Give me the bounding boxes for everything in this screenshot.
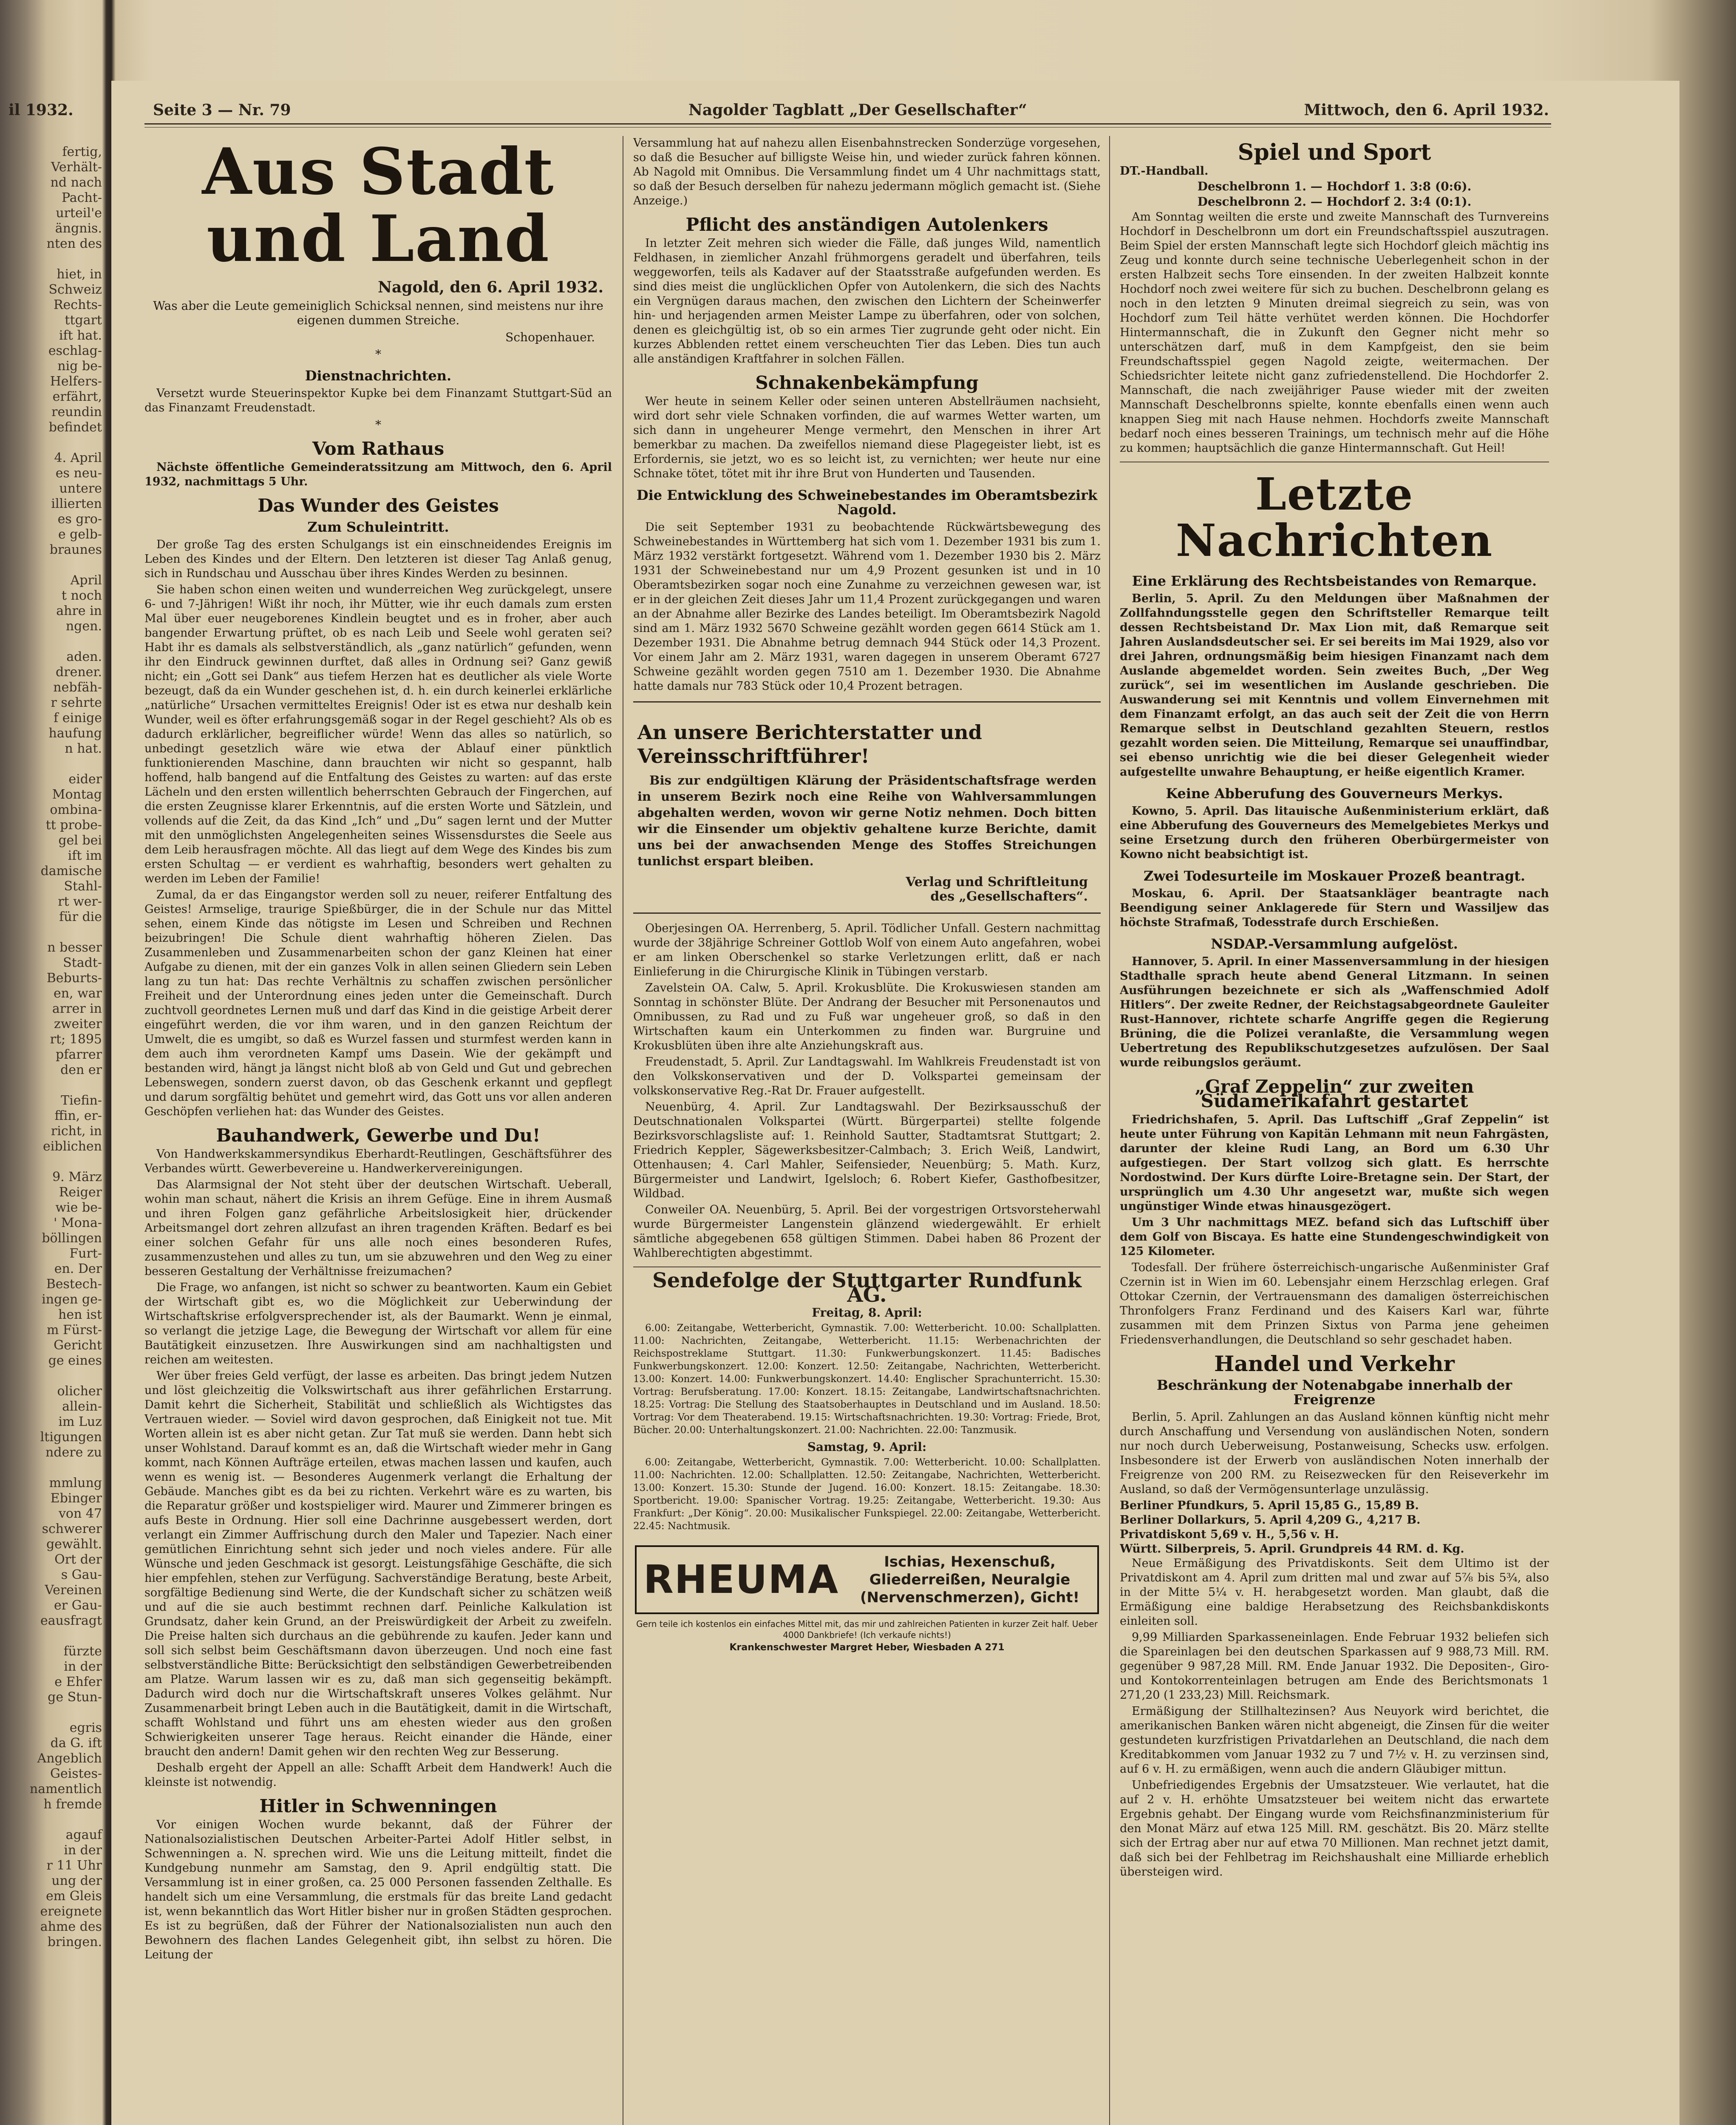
hitler-continuation: Versammlung hat auf nahezu allen Eisenbahnstrecken Sonderzüge vorgesehen, so daß die Besucher auf billigste Weise hin, und wieder zurück fahren können. Ab Nagold mit Omnibus. Die Versammlung findet um 4 Uhr nachmittags statt, so daß der Besuch derselben für nahezu jedermann möglich gemacht ist. (Siehe Anzeige.): [633, 136, 1101, 207]
prev-page-fragment: ahre in: [56, 604, 102, 618]
prev-page-fragment: ängnis.: [55, 221, 102, 236]
prev-page-fragment: untere: [59, 481, 102, 496]
handel-heading: Handel und Verkehr: [1214, 1351, 1455, 1377]
prev-page-fragment: pfarrer: [56, 1047, 102, 1062]
prev-page-fragment: hen ist: [58, 1307, 102, 1322]
radio-program: [633, 1269, 1101, 1533]
prev-page-fragment: hiet, in: [57, 267, 102, 282]
column-3: [1120, 136, 1549, 2125]
rheuma-ad-line-1: Ischias, Hexenschuß,: [884, 1553, 1056, 1570]
news-zavelstein: Zavelstein OA. Calw, 5. April. Krokusblüte. Die Krokuswiesen standen am Sonntag in schönster Blüte. Der Andrang der Besucher mit Personenautos und Omnibussen, zu Rad und zu Fuß war ungeheuer groß, so daß in den Wirtschaften kaum ein Unterkommen zu finden war. Burgruine und Krokusblüten üben ihre alte Anziehungskraft aus.: [633, 981, 1101, 1052]
rheuma-ad-title: RHEUMA: [643, 1557, 839, 1602]
remarque-heading: Eine Erklärung des Rechtsbeistandes von Remarque.: [1132, 573, 1537, 589]
autolenker-heading: Pflicht des anständigen Autolenkers: [685, 214, 1048, 235]
prev-page-fragment: ingen ge-: [42, 1292, 102, 1307]
dateline: Nagold, den 6. April 1932.: [378, 278, 603, 296]
handel-text-2: Neue Ermäßigung des Privatdiskonts. Seit dem Ultimo ist der Privatdiskont am 4. April zum dritten mal und zwar auf 5⅞ bis 5¾, also in der Mitte 5¼ v. H. herabgesetzt worden. Man glaubt, daß die Ermäßigung eine baldige Herabsetzung des Reichsbankdiskonts einleiten soll.: [1120, 1557, 1549, 1628]
rathaus-text: Nächste öffentliche Gemeinderatssitzung am Mittwoch, den 6. April 1932, nachmittags 5 Uhr.: [144, 461, 612, 488]
rheuma-ad-body: Gern teile ich kostenlos ein einfaches Mittel mit, das mir und zahlreichen Patienten in kurzer Zeit half. Ueber 4000 Dankbriefe! (Ich verkaufe nichts!): [636, 1619, 1098, 1640]
prev-page-fragment: s Gau-: [61, 1567, 102, 1582]
bauhandwerk-heading: Bauhandwerk, Gewerbe und Du!: [216, 1125, 541, 1146]
schweinebestand-text: Die seit September 1931 zu beobachtende Rückwärtsbewegung des Schweinebestandes in Württemberg hat sich vom 1. Dezember 1931 bis zum 1. März 1932 verstärkt fortgesetzt. Während vom 1. Dezember 1930 bis 2. März 1931 der Schweinebestand nur um 4,9 Prozent gesunken ist und in 10 Oberamtsbezirken sogar noch eine Zunahme zu verzeichnen gewesen war, ist er in der gleichen Zeit dieses Jahr um 11,4 Prozent zurückgegangen und waren an der Abnahme aller Bezirke des Landes beteiligt. Im Oberamtsbezirk Nagold sind am 1. März 1932 5670 Schweine gezählt worden gegen 6614 Stück am 1. Dezember 1931. Die Abnahme betrug demnach 944 Stück oder 14,3 Prozent. Vor einem Jahr am 2. März 1931, waren dagegen in unserem Oberamt 6727 Schweine gezählt worden gegen 7510 am 1. Dezember 1930. Die Abnahme hatte damals nur 783 Stück oder 10,4 Prozent betragen.: [633, 521, 1101, 693]
prev-page-fragment: 4. April: [54, 450, 102, 465]
schnaken-heading: Schnakenbekämpfung: [755, 372, 979, 393]
previous-page-edge: [0, 81, 106, 2125]
prev-page-fragment: reundin: [51, 405, 102, 419]
prev-page-fragment: n besser: [47, 940, 102, 955]
news-freudenstadt: Freudenstadt, 5. April. Zur Landtagswahl. Im Wahlkreis Freudenstadt ist von den Volkskonservativen und der D. Volkspartei gemeinsam der volkskonservative Reg.-Rat Dr. Frauer aufgestellt.: [633, 1055, 1101, 1097]
prev-page-fragment: Beburts-: [46, 971, 102, 986]
schweinebestand-heading: Die Entwicklung des Schweinebestandes im Oberamtsbezirk Nagold.: [636, 487, 1098, 518]
radio-friday-heading: Freitag, 8. April:: [812, 1306, 922, 1320]
moskau-heading: Zwei Todesurteile im Moskauer Prozeß beantragt.: [1144, 868, 1525, 884]
nsdap-heading: NSDAP.-Versammlung aufgelöst.: [1211, 936, 1458, 952]
dienstnachrichten-text: Versetzt wurde Steuerinspektor Kupke bei dem Finanzamt Stuttgart-Süd an das Finanzamt Freudenstadt.: [144, 387, 612, 414]
prev-page-fragment: gewählt.: [46, 1537, 102, 1552]
prev-page-fragment: schwerer: [42, 1522, 102, 1536]
prev-page-fragment: m Fürst-: [46, 1323, 102, 1337]
handel-text-4: Ermäßigung der Stillhaltezinsen? Aus Neuyork wird berichtet, die amerikanischen Banken wären nicht abgeneigt, die Zinsen für die weiter gestundeten kurzfristigen Privatdarlehen an Deutschland, die nach dem Kreditabkommen vom Januar 1932 zu 7 und 7½ v. H. zu verzinsen sind, auf 6 v. H. zu ermäßigen, wenn auch die andern Gläubiger mittun.: [1120, 1705, 1549, 1776]
bauhandwerk-paragraph-3: Die Frage, wo anfangen, ist nicht so schwer zu beantworten. Kaum ein Gebiet der Wirtschaft gibt es, wo die Möglichkeit zur Ueberwindung der Wirtschaftskrise erfolgversprechender ist, als der Baumarkt. Wenn je einmal, so verlangt die jetzige Lage, die Bewegung der Wirtschaft vor allem für eine Bautätigkeit einzusetzen. Ihre Auswirkungen sind am nachhaltigsten und reichen am weitesten.: [144, 1281, 612, 1366]
news-oberjesingen: Oberjesingen OA. Herrenberg, 5. April. Tödlicher Unfall. Gestern nachmittag wurde der 38jährige Schreiner Gottlob Wolf von einem Auto angefahren, wobei er am linken Oberschenkel so starke Verletzungen erlitt, daß er nach Einlieferung in die Chirurgische Klinik in Tübingen verstarb.: [633, 922, 1101, 978]
prev-page-fragment: Tiefin-: [61, 1093, 102, 1108]
prev-page-fragment: nten des: [46, 236, 102, 251]
prev-page-fragment: mmlung: [49, 1476, 102, 1490]
prev-page-fragment: ffin, er-: [54, 1108, 102, 1123]
merkys-heading: Keine Abberufung des Gouverneurs Merkys.: [1166, 785, 1503, 802]
prev-page-fragment: Helfers-: [50, 374, 102, 389]
prev-page-fragment: gel bei: [58, 833, 102, 848]
hitler-paragraph: Vor einigen Wochen wurde bekannt, daß der Führer der Nationalsozialistischen Deutschen Arbeiter-Partei Adolf Hitler selbst, in Schwenningen a. N. sprechen wird. Wie uns die Leitung mitteilt, findet die Kundgebung nunmehr am Samstag, den 9. April endgültig statt. Die Versammlung ist in einer großen, ca. 25 000 Personen fassenden Zelthalle. Es handelt sich um eine Versammlung, die erstmals für das breite Land gedacht ist, wenn bekanntlich das Wort Hitler bisher nur in großen Städten gesprochen. Es ist zu begrüßen, daß der Führer der Nationalsozialisten nun auch den Bewohnern des flachen Landes Gelegenheit gibt, ihn selbst zu hören. Die Leitung der: [144, 1818, 612, 1961]
privatdiskont: Privatdiskont 5,69 v. H., 5,56 v. H.: [1120, 1528, 1339, 1541]
prev-page-fragment: t noch: [61, 588, 102, 603]
wunder-paragraph-3: Zumal, da er das Eingangstor werden soll zu neuer, reiferer Entfaltung des Geistes! Armselige, traurige Spießbürger, die in der Schule nur das Mittel sehen, einem Kinde das nötigste im Lesen und Schreiben und Rechnen beizubringen! Die Schule dient wahrhaftig höheren Zielen. Das Zusammenleben und Zusammenarbeiten schon der ganz Kleinen hat einer Aufgabe zu dienen, mit der ein ganzes Volk in allen seinen Gliedern sein Leben lang zu tun hat: Das rechte Verhältnis zu schaffen zwischen persönlicher Freiheit und der Unterordnung eines jeden unter die Gemeinschaft. Durch zuchtvoll geordnetes Lernen muß und darf das Kind in die geistige Arbeit derer eingeführt werden, die vor ihm waren, und in den ganzen Reichtum der Umwelt, die es umgibt, so daß es Wurzel fassen und sturmfest werden kann in dem auch ihm verordneten Kampf ums Dasein. Wie der gekämpft und bestanden wird, hängt ja längst nicht bloß ab von Geld und Gut und gebrechen Lebenswegen, sondern zuerst davon, ob das Geschenk erkannt und gepflegt und darum sorgfältig behütet und gemehrt wird, das Gott uns vor allen anderen Geschöpfen verliehen hat: das Wunder des Geistes.: [144, 888, 612, 1118]
header-rule: [144, 123, 1551, 128]
remarque-text: Berlin, 5. April. Zu den Meldungen über Maßnahmen der Zollfahndungsstelle gegen den Schriftsteller Remarque teilt dessen Rechtsbeistand Dr. Max Lion mit, daß Remarque seit Jahren Auslandsdeutscher sei. Er sei bereits im Mai 1929, also vor drei Jahren, ordnungsmäßig beim hiesigen Finanzamt nach dem Auslande abgemeldet worden. Sein zweites Buch, „Der Weg zurück“, sei im wesentlichen im Auslande geschrieben. Die Auswanderung sei mit Kenntnis und vollem Einvernehmen mit dem Finanzamt erfolgt, an das auch seit der Zeit die von Herrn Remarque selbst in Deutschland gezahlten Steuern, restlos gezahlt worden seien. Die Mitteilung, Remarque sei unauffindbar, sei ebenso unrichtig wie die bei dieser Gelegenheit wieder aufgestellte unwahre Behauptung, er heiße eigentlich Kramer.: [1120, 592, 1549, 779]
radio-heading: Sendefolge der Stuttgarter Rundfunk AG.: [652, 1269, 1082, 1307]
wunder-paragraph-1: Der große Tag des ersten Schulgangs ist ein einschneidendes Ereignis im Leben des Kindes und der Eltern. Den letzteren ist dieser Tag Anlaß genug, sich in Rundschau und Ausschau über ihres Kindes Werden zu besinnen.: [144, 538, 612, 580]
wunder-paragraph-2: Sie haben schon einen weiten und wunderreichen Weg zurückgelegt, unsere 6- und 7-Jährigen! Wißt ihr noch, ihr Mütter, wie ihr euch damals zum ersten Mal über euer neugeborenes Kindlein beugtet und es in froher, aber auch bangender Erwartung prüftet, ob es nach Leib und Seele wohl geraten sei? Habt ihr es damals als selbstverständlich, als „ganz natürlich“ gefunden, wenn ihr den Eindruck gewinnen durftet, daß alles in Ordnung sei? Ganz gewiß nicht; ein „Gott sei Dank“ aus tiefem Herzen hat es deutlicher als viele Worte bezeugt, daß da ein Wunder geschehen ist, d. h. ein durch keinerlei erklärliche „natürliche“ Ursachen vermitteltes Ereignis! Oder ist es etwa nur deshalb kein Wunder, weil es öfter erfahrungsgemäß sogar in der Regel geschieht? Als ob es dadurch erklärlicher, begreiflicher würde! Wenn das alles so natürlich, so unbedingt gesetzlich wäre wie etwa der Ablauf einer pünktlich funktionierenden Maschine, dann brauchten wir nicht so gespannt, halb hoffend, halb bangend auf die Entfaltung des Geistes zu warten: auf das erste Lächeln und den ersten willentlich beherrschten Gebrauch der Fingerchen, auf die ersten Zeugnisse klarer Erkenntnis, auf die ersten Worte und Sätzlein, und vollends auf die Zeit, da das Kind „Ich“ und „Du“ sagen lernt und der Mutter mit den unmöglichsten Angelegenheiten seines Wissensdurstes die Seele aus dem Leib herausfragen möchte. All das liegt auf dem Wege des Kindes bis zum ersten Schultag — er verdient es wahrhaftig, besonders wert gehalten zu werden im Leben der Familie!: [144, 583, 612, 885]
autolenker-text: In letzter Zeit mehren sich wieder die Fälle, daß junges Wild, namentlich Feldhasen, in ziemlicher Anzahl frühmorgens geradelt und überfahren, teils weggeworfen, teils als Kadaver auf der Staatsstraße aufgefunden werden. Es sind dies meist die unglücklichen Opfer von Autolenkern, die sich des Nachts ein Vergnügen daraus machen, den zwischen den Lichtern der Scheinwerfer hin- und herjagenden armen Meister Lampe zu überfahren, oder von solchen, denen es gleichgültig ist, ob so ein armes Tier zugrunde geht oder nicht. Ein kurzes Abblenden rettet einem verscheuchten Tier das Leben. Dies tun auch alle anständigen Kraftfahrer in solchen Fällen.: [633, 237, 1101, 366]
letzte-nachrichten-heading: Letzte Nachrichten: [1175, 468, 1493, 567]
prev-page-fragment: arrer in: [52, 1001, 102, 1016]
sport-result-1: Deschelbronn 1. — Hochdorf 1. 3:8 (0:6).: [1197, 179, 1472, 193]
prev-page-fragment: ltigungen: [40, 1430, 102, 1445]
merkys-text: Kowno, 5. April. Das litauische Außenministerium erklärt, daß eine Abberufung des Gouverneurs des Memelgebietes Merkys und seine Ersetzung durch den früheren Oberbürgermeister von Kowno nicht beabsichtigt ist.: [1120, 805, 1549, 861]
prev-page-fragment: ung der: [51, 1873, 102, 1888]
prev-page-fragment: im Luz: [58, 1414, 102, 1429]
berichterstatter-text: Bis zur endgültigen Klärung der Präsidentschaftsfrage werden in unserem Bezirk noch eine Reihe von Wahlversammlungen abgehalten werden, wovon wir gerne Notiz nehmen. Doch bitten wir die Einsender um objektiv gehaltene kurze Berichte, damit uns bei der anwachsenden Menge des Stoffes Streichungen tunlichst erspart bleiben.: [637, 773, 1096, 868]
dienstnachrichten-heading: Dienstnachrichten.: [305, 368, 452, 384]
rheuma-ad-contact: Krankenschwester Margret Heber, Wiesbaden A 271: [729, 1642, 1005, 1653]
prev-page-fragment: rt; 1895: [50, 1032, 102, 1047]
prev-page-fragment: Ebinger: [50, 1491, 102, 1506]
date-header: Mittwoch, den 6. April 1932.: [1304, 101, 1549, 119]
prev-page-header-fragment: il 1932.: [8, 101, 74, 119]
prev-page-fragment: ge Stun-: [48, 1690, 102, 1705]
prev-page-fragment: Vereinen: [45, 1583, 102, 1598]
prev-page-fragment: zweiter: [54, 1017, 102, 1031]
news-conweiler: Conweiler OA. Neuenbürg, 5. April. Bei der vorgestrigen Ortsvorsteherwahl wurde Bürgermeister Langenstein glänzend wiedergewählt. Er erhielt sämtliche abgegebenen 658 gültigen Stimmen. Dabei haben 86 Prozent der Wahlberechtigten abgestimmt.: [633, 1203, 1101, 1260]
separator-star-2: *: [375, 418, 381, 432]
prev-page-fragment: drener.: [56, 665, 102, 680]
prev-page-fragment: eiblichen: [43, 1139, 102, 1154]
prev-page-fragment: rt wer-: [58, 894, 102, 909]
prev-page-fragment: eider: [68, 772, 102, 787]
radio-saturday-text: 6.00: Zeitangabe, Wetterbericht, Gymnastik. 7.00: Wetterbericht. 10.00: Schallplatten. 11.00: Nachrichten. 12.00: Schallplatten. 12.50: Zeitangabe, Nachrichten, Wetterbericht. 13.00: Konzert. 15.30: Stunde der Jugend. 16.00: Konzert. 18.15: Zeitangabe. 18.30: Sportbericht. 19.00: Spanischer Vortrag. 19.25: Zeitangabe, Wetterbericht. 19.30: Aus Frankfurt: „Der König“. 20.00: Musikalischer Funkspiegel. 22.00: Zeitangabe, Wetterbericht. 22.45: Nachtmusik.: [633, 1457, 1101, 1532]
prev-page-fragment: ' Mona-: [54, 1216, 102, 1230]
berichterstatter-heading: An unsere Berichterstatter und Vereinsschriftführer!: [637, 721, 982, 768]
newspaper-title-header: Nagolder Tagblatt „Der Gesellschafter“: [688, 101, 1027, 119]
prev-page-fragment: bringen.: [47, 1935, 102, 1949]
pfundkurs: Berliner Pfundkurs, 5. April 15,85 G., 15,89 B.: [1120, 1499, 1419, 1513]
zeppelin-text-1: Friedrichshafen, 5. April. Das Luftschiff „Graf Zeppelin“ ist heute unter Führung von Kapitän Lehmann mit neun Fahrgästen, darunter der kleine Rudi Lang, an Bord um 6.30 Uhr aufgestiegen. Der Start vollzog sich glatt. Es herrschte Nordostwind. Der Kurs dürfte Loire-Bretagne sein. Der Start, der ursprünglich um 4.30 Uhr angesetzt war, mußte sich wegen ungünstiger Winde etwas hinausgezögert.: [1120, 1113, 1549, 1213]
wunder-subheading: Zum Schuleintritt.: [307, 519, 449, 535]
prev-page-fragment: er Gau-: [54, 1598, 102, 1613]
prev-page-fragment: urteil'e: [56, 206, 102, 221]
sport-subheading: DT.-Handball.: [1120, 164, 1209, 178]
bauhandwerk-paragraph-1: Von Handwerkskammersyndikus Eberhardt-Reutlingen, Geschäftsführer des Verbandes württ. Gewerbevereine u. Handwerkervereinigungen.: [144, 1148, 612, 1175]
prev-page-fragment: ge eines: [48, 1353, 102, 1368]
todesfall-text: Todesfall. Der frühere österreichisch-ungarische Außenminister Graf Czernin ist in Wien im 60. Lebensjahr einem Herzschlag erlegen. Graf Ottokar Czernin, der Vertrauensmann des damaligen österreichischen Thronfolgers Franz Ferdinand und des Kaisers Karl war, führte zusammen mit dem Prinzen Sixtus von Parma jene geheimen Friedensverhandlungen, die Deutschland so sehr geschadet haben.: [1120, 1261, 1549, 1347]
prev-page-fragment: illierten: [51, 496, 102, 511]
handel-subheading: Beschränkung der Notenabgabe innerhalb der Freigrenze: [1156, 1377, 1512, 1408]
zeppelin-heading: „Graf Zeppelin“ zur zweiten Südamerikafahrt gestartet: [1195, 1076, 1474, 1112]
prev-page-fragment: es gro-: [57, 512, 102, 527]
prev-page-fragment: böllingen: [42, 1231, 102, 1246]
prev-page-fragment: eausfragt: [40, 1613, 102, 1628]
sport-heading: Spiel und Sport: [1238, 139, 1431, 165]
radio-rule: [633, 1266, 1101, 1267]
prev-page-fragment: aden.: [66, 649, 102, 664]
prev-page-fragment: fertig,: [62, 144, 102, 159]
prev-page-fragment: ngen.: [65, 619, 102, 634]
prev-page-fragment: April: [70, 573, 102, 588]
prev-page-fragment: en, war: [53, 986, 102, 1001]
silberpreis: Württ. Silberpreis, 5. April. Grundpreis 44 RM. d. Kg.: [1120, 1542, 1464, 1556]
masthead-aus-stadt-und-land: Aus Stadt und Land: [202, 136, 555, 276]
prev-page-fragment: Gericht: [54, 1338, 102, 1353]
prev-page-fragment: Schweiz: [48, 282, 102, 297]
prev-page-fragment: olicher: [57, 1384, 102, 1399]
prev-page-fragment: nig be-: [57, 359, 102, 374]
zeppelin-text-2: Um 3 Uhr nachmittags MEZ. befand sich das Luftschiff über dem Golf von Biscaya. Es hatte eine Stundengeschwindigkeit von 125 Kilometer.: [1120, 1216, 1549, 1258]
prev-page-fragment: Pacht-: [61, 190, 102, 205]
prev-page-fragment: nebfäh-: [53, 680, 102, 695]
rheuma-ad-symptoms: [849, 1553, 1090, 1606]
bauhandwerk-paragraph-4: Wer über freies Geld verfügt, der lasse es arbeiten. Das bringt jedem Nutzen und löst gleichzeitig die Volkswirtschaft aus ihrer gefährlichen Erstarrung. Damit kehrt die Sicherheit, Stabilität und schließlich als Wichtigstes das Vertrauen wieder. — Soviel wird davon gesprochen, daß Einigkeit not tue. Mit Worten allein ist es aber nicht getan. Zur Tat muß sie werden. Dann hebt sich unser Wohlstand. Darauf kommt es an, daß die Wirtschaft wieder mehr in Gang kommt, nach Können Aufträge erteilen, etwas machen lassen und kaufen, auch wenn es wenig ist. — Besonderes Augenmerk verlangt die Erhaltung der Gebäude. Manches gibt es da bei zu richten. Verkehrt wäre es zu warten, bis die Reparatur größer und kostspieliger wird. Maurer und Zimmerer bringen es aufs Beste in Ordnung. Hier soll eine Dachrinne ausgebessert werden, dort verlangt ein Zimmer Auffrischung durch den Maler und Tapezier. Nach einer gemütlichen Einrichtung sehnt sich jeder und noch vieles andere. Für alle Wünsche und jeden Geschmack ist gesorgt. Leistungsfähige Geschäfte, die sich hier empfehlen, stehen zur Verfügung. Sachverständige Beratung, beste Arbeit, sorgfältige Bedienung sind Werte, die der Kundschaft sicher zu schätzen weiß und auf die sie auch bestimmt rechnen darf. Peinliche Kalkulation ist Grundsatz, daher kein Grund, an der Preiswürdigkeit der Arbeit zu zweifeln. Die Preise halten sich durchaus an die gebührende zu kaufen. Jeder kann und soll sich selbst beim Geschäftsmann davon überzeugen. Und noch eine fast selbstverständliche Bitte: Berücksichtigt den selbständigen Gewerbetreibenden am Platze. Warum lassen wir es zu, daß man sich gegenseitig bekämpft. Dadurch wird doch nur die Wirtschaftskraft unseres Volkes gelähmt. Nur Zusammenarbeit bringt Leben auch in die Bautätigkeit, damit in die Wirtschaft, schafft Wohlstand und führt uns am ehesten wieder aus den großen Schwierigkeiten unserer Tage heraus. Reicht einander die Hände, einer braucht den andern! Damit gehen wir den rechten Weg zur Besserung.: [144, 1369, 612, 1758]
prev-page-fragment: e Ehfer: [54, 1674, 102, 1689]
prev-page-fragment: es neu-: [55, 466, 102, 481]
rheuma-ad-line-2: Gliederreißen, Neuralgie: [869, 1571, 1070, 1588]
prev-page-fragment: ereignete: [40, 1904, 102, 1919]
handel-text-1: Berlin, 5. April. Zahlungen an das Ausland können künftig nicht mehr durch Anschaffung und Versendung von ausländischen Noten, sondern nur noch durch Ueberweisung, Postanweisung, Schecks usw. erfolgen. Insbesondere ist der Erwerb von ausländischen Noten innerhalb der Freigrenze von 200 RM. zu Reisezwecken für den Reiseverkehr im Ausland, so daß der Vermögensunterlage unzulässig.: [1120, 1411, 1549, 1496]
hitler-heading: Hitler in Schwenningen: [259, 1796, 497, 1816]
prev-page-fragment: Ort der: [54, 1552, 102, 1567]
news-neuenbuerg: Neuenbürg, 4. April. Zur Landtagswahl. Der Bezirksausschuß der Deutschnationalen Volkspartei (Württ. Bürgerpartei) stellte folgende Bezirksvorschlagsliste auf: 1. Reinhold Sautter, Stadtamtsrat Stuttgart; 2. Friedrich Keppler, Sägewerksbesitzer-Calmbach; 3. Erich Weiß, Landwirt, Ottenhausen; 4. Carl Mahler, Seifensieder, Neuenbürg; 5. Math. Kurz, Bürgermeister und Landwirt, Igelsloch; 6. Robert Kiefer, Gasthofbesitzer, Wildbad.: [633, 1100, 1101, 1200]
handel-text-5: Unbefriedigendes Ergebnis der Umsatzsteuer. Wie verlautet, hat die auf 2 v. H. erhöhte Umsatzsteuer bei weitem nicht das erwartete Ergebnis gehabt. Der Eingang wurde vom Reichsfinanzministerium für den Monat März auf etwa 125 Mill. RM. geschätzt. Bis 20. März stellte sich der Ertrag aber nur auf etwa 70 Millionen. Man rechnet jetzt damit, daß sich bei der Fehlbetrag im Reichshaushalt eine Milliarde erheblich übersteigen wird.: [1120, 1779, 1549, 1879]
prev-page-fragment: haufung: [48, 726, 102, 741]
prev-page-fragment: fürzte: [63, 1644, 102, 1659]
prev-page-fragment: en. Der: [54, 1261, 102, 1276]
radio-friday-text: 6.00: Zeitangabe, Wetterbericht, Gymnastik. 7.00: Wetterbericht. 10.00: Schallplatten. 11.00: Nachrichten, Zeitangabe, Wetterbericht. 11.15: Werbenachrichten der Reichspostreklame Stuttgart. 11.30: Funkwerbungskonzert. 11.45: Badisches Funkwerbungskonzert. 12.00: Konzert. 12.50: Zeitangabe, Nachrichten, Wetterbericht. 13.00: Konzert. 14.00: Funkwerbungskonzert. 14.40: Englischer Sprachunterricht. 15.30: Vortrag: Berufsberatung. 17.00: Konzert. 18.15: Zeitangabe, Landwirtschaftsnachrichten. 18.25: Vortrag: Die Stellung des Staatsoberhauptes in Deutschland und im Ausland. 18.50: Vortrag: Vor dem Theaterabend. 19.15: Wirtschaftsnachrichten. 19.30: Vortrag: Friede, Brot, Bücher. 20.00: Unterhaltungskonzert. 21.00: Nachrichten. 22.00: Tanzmusik.: [633, 1323, 1101, 1436]
prev-page-fragment: erfährt,: [52, 389, 102, 404]
prev-page-fragment: den er: [60, 1062, 102, 1077]
prev-page-fragment: f einige: [54, 711, 102, 725]
prev-page-fragment: agauf: [65, 1828, 102, 1842]
prev-page-fragment: von 47: [58, 1506, 102, 1521]
prev-page-fragment: Verhält-: [51, 160, 102, 175]
quote-author: Schopenhauer.: [505, 330, 595, 344]
column-rule-2: [1109, 136, 1110, 2125]
prev-page-fragment: braunes: [49, 542, 102, 557]
prev-page-fragment: 9. März: [52, 1170, 102, 1184]
bauhandwerk-paragraph-5: Deshalb ergeht der Appell an alle: Schafft Arbeit dem Handwerk! Auch die kleinste ist notwendig.: [144, 1761, 612, 1789]
prev-page-fragment: eschlag-: [48, 343, 102, 358]
column-1: [144, 136, 612, 2125]
prev-page-fragment: Furt-: [69, 1246, 102, 1261]
prev-page-fragment: namentlich: [29, 1782, 102, 1796]
berichterstatter-signature-1: Verlag und Schriftleitung: [906, 875, 1088, 890]
prev-page-fragment: für die: [59, 910, 102, 924]
handel-text-3: 9,99 Milliarden Sparkasseneinlagen. Ende Februar 1932 beliefen sich die Spareinlagen bei den deutschen Sparkassen auf 9 988,73 Mill. RM. gegenüber 9 987,28 Mill. RM. Ende Januar 1932. Die Depositen-, Giro- und Kontokorrenteinlagen betrugen am Ende des Berichtsmonats 1 271,20 (1 233,23) Mill. Reichsmark.: [1120, 1631, 1549, 1702]
berichterstatter-notice: [633, 701, 1101, 914]
prev-page-fragment: Stahl-: [64, 879, 102, 894]
prev-page-fragment: em Gleis: [45, 1889, 102, 1904]
prev-page-fragment: ift im: [68, 848, 102, 863]
prev-page-fragment: r sehrte: [51, 695, 102, 710]
prev-page-fragment: da G. ift: [50, 1736, 102, 1751]
prev-page-fragment: nd nach: [50, 175, 102, 190]
bauhandwerk-paragraph-2: Das Alarmsignal der Not steht über der deutschen Wirtschaft. Ueberall, wohin man schaut, nähert die Krisis an ihrem Gefüge. Eine in ihrem Ausmaß und ihren Folgen ganz gefährliche Arbeitslosigkeit hier, drückender Arbeitsmangel dort zehren allzufast an ihren tragenden Kräften. Bedarf es bei einer solchen Gefahr für uns alle noch eines besonderen Rufes, zusammenzustehen und alles zu tun, um sie abzuwehren und den Weg zu einer besseren Gestaltung der Verhältnisse freizumachen?: [144, 1178, 612, 1278]
prev-page-fragment: befindet: [48, 420, 102, 435]
prev-page-fragment: ndere zu: [45, 1445, 102, 1460]
prev-page-fragment: ift hat.: [59, 328, 102, 343]
rheuma-advertisement: [635, 1545, 1099, 1614]
prev-page-fragment: richt, in: [51, 1124, 102, 1139]
prev-page-fragment: allein-: [62, 1399, 102, 1414]
rheuma-ad-line-3: (Nervenschmerzen), Gicht!: [860, 1589, 1080, 1606]
prev-page-fragment: ombina-: [50, 802, 102, 817]
schnaken-text: Wer heute in seinem Keller oder seinen unteren Abstellräumen nachsieht, wird dort sehr viele Schnaken vorfinden, die auf warmes Wetter warten, um sich dann in ungeheurer Menge vermehrt, den Menschen in ihrer Art bemerkbar zu machen. Da zweifellos niemand diese Plagegeister liebt, ist es Erfordernis, sie jetzt, wo es so leicht ist, zu vernichten; wer heute nur eine Schnake tötet, tötet mit ihr ihre Brut von Hunderten und Tausenden.: [633, 395, 1101, 480]
dollarkurs: Berliner Dollarkurs, 5. April 4,209 G., 4,217 B.: [1120, 1513, 1421, 1527]
prev-page-fragment: ttgart: [65, 313, 102, 328]
prev-page-fragment: e gelb-: [58, 527, 102, 542]
nsdap-text: Hannover, 5. April. In einer Massenversammlung in der hiesigen Stadthalle sprach heute abend General Litzmann. In seinen Ausführungen bezeichnete er sich als „Waffenschmied Adolf Hitlers“. Der zweite Redner, der Reichstagsabgeordnete Gauleiter Rust-Hannover, richtete scharfe Angriffe gegen die Regierung Brüning, die die Polizei veranlaßte, die Versammlung wegen Uebertretung des Republikschutzgesetzes aufzulösen. Der Saal wurde reibungslos geräumt.: [1120, 955, 1549, 1070]
prev-page-fragment: Stadt-: [63, 955, 102, 970]
wunder-heading: Das Wunder des Geistes: [258, 495, 499, 516]
prev-page-fragment: wie be-: [55, 1200, 102, 1215]
radio-saturday-heading: Samstag, 9. April:: [807, 1440, 927, 1454]
berichterstatter-signature-2: des „Gesellschafters“.: [930, 889, 1088, 904]
separator-star: *: [375, 347, 381, 361]
prev-page-fragment: Geistes-: [50, 1766, 102, 1781]
prev-page-fragment: Montag: [52, 787, 102, 802]
prev-page-fragment: ahme des: [40, 1919, 102, 1934]
column-2: [633, 136, 1101, 2125]
prev-page-fragment: egris: [69, 1720, 102, 1735]
prev-page-fragment: in der: [64, 1843, 102, 1858]
page-number-header: Seite 3 — Nr. 79: [153, 101, 291, 119]
prev-page-fragment: Reiger: [59, 1185, 102, 1200]
prev-page-fragment: h fremde: [43, 1797, 102, 1812]
prev-page-fragment: tt probe-: [45, 818, 102, 833]
quote: Was aber die Leute gemeiniglich Schicksal nennen, sind meistens nur ihre eigenen dummen Streiche.: [153, 299, 603, 327]
prev-page-fragment: Bestech-: [46, 1277, 102, 1292]
prev-page-fragment: in der: [64, 1659, 102, 1674]
sport-result-2: Deschelbronn 2. — Hochdorf 2. 3:4 (0:1).: [1197, 195, 1472, 209]
prev-page-fragment: r 11 Uhr: [46, 1858, 102, 1873]
moskau-text: Moskau, 6. April. Der Staatsankläger beantragte nach Beendigung seiner Anklagerede für Stern und Wassiljew das höchste Strafmaß, Todesstrafe durch Erschießen.: [1120, 887, 1549, 929]
rathaus-heading: Vom Rathaus: [312, 438, 445, 459]
prev-page-fragment: damische: [40, 864, 102, 878]
sport-report: Am Sonntag weilten die erste und zweite Mannschaft des Turnvereins Hochdorf in Deschelbronn um dort ein Freundschaftsspiel auszutragen. Beim Spiel der ersten Mannschaft legte sich Hochdorf gleich mächtig ins Zeug und konnte durch seine technische Ueberlegenheit schon in der ersten Halbzeit sechs Tore einsenden. In der zweiten Halbzeit konnte Hochdorf noch zwei weitere für sich zu buchen. Deschelbronn gelang es noch in den letzten 9 Minuten dreimal siegreich zu sein, was von Hochdorf zum Teil hätte verhütet werden können. Die Hochdorfer Hintermannschaft, die in Zukunft den Gegner nicht mehr so unterschätzen darf, muß in dem Kampfgeist, den sie beim Freundschaftsspiel gegen Nagold zeigte, weitermachen. Der Schiedsrichter leitete nicht ganz zufriedenstellend. Die Hochdorfer 2. Mannschaft, die nach zweijähriger Pause wieder mit der zweiten Mannschaft Deschelbronns spielte, konnte ebenfalls einen wenn auch knappen Sieg mit nach Hause nehmen. Hochdorfs zweite Mannschaft bedarf noch eines besseren Trainings, um technisch mehr auf die Höhe zu kommen; hauptsächlich die ganze Hintermannschaft. Gut Heil!: [1120, 210, 1549, 455]
prev-page-fragment: n hat.: [65, 741, 102, 756]
prev-page-fragment: Rechts-: [53, 298, 102, 312]
prev-page-fragment: Angeblich: [37, 1751, 102, 1766]
